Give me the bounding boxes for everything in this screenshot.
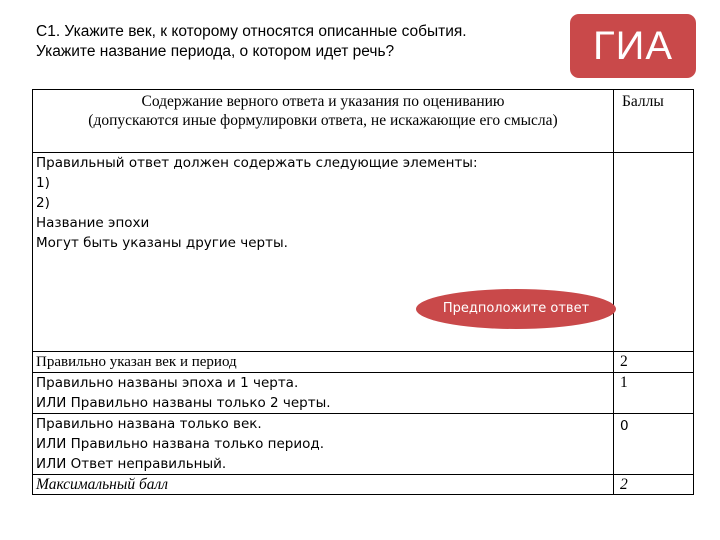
score-cell: 2 — [614, 352, 694, 373]
elements-line: Название эпохи — [36, 215, 150, 231]
question-text — [36, 22, 556, 62]
table-row — [33, 414, 694, 475]
guess-answer-button[interactable]: Предположите ответ — [416, 289, 616, 329]
elements-row — [33, 153, 694, 352]
header-score-cell: Баллы — [614, 90, 694, 153]
table-row — [33, 475, 694, 495]
criteria-line: ИЛИ Правильно названа только период. — [36, 436, 324, 452]
header-content-line-2: (допускаются иные формулировки ответа, не искажающие его смысла) — [88, 112, 558, 129]
question-line-1: C1. Укажите век, к которому относятся описанные события. — [36, 23, 467, 40]
criteria-line: Правильно указан век и период — [36, 354, 237, 370]
gia-badge: ГИА — [570, 14, 696, 78]
table-header-row — [33, 90, 694, 153]
elements-line: 1) — [36, 175, 50, 191]
table-row — [33, 352, 694, 373]
header-content-cell — [33, 90, 614, 153]
criteria-cell — [33, 352, 614, 373]
score-cell: 1 — [614, 373, 694, 414]
criteria-cell — [33, 373, 614, 414]
question-line-2: Укажите название периода, о котором идет речь? — [36, 43, 395, 60]
elements-line: Могут быть указаны другие черты. — [36, 235, 288, 251]
criteria-line: Правильно названы эпоха и 1 черта. — [36, 375, 299, 391]
criteria-cell — [33, 414, 614, 475]
table-row — [33, 373, 694, 414]
elements-score-cell — [614, 153, 694, 352]
elements-line: 2) — [36, 195, 50, 211]
elements-line: Правильный ответ должен содержать следующие элементы: — [36, 155, 478, 171]
score-cell: 2 — [614, 475, 694, 495]
criteria-line: ИЛИ Правильно названы только 2 черты. — [36, 395, 331, 411]
criteria-line: ИЛИ Ответ неправильный. — [36, 456, 227, 472]
criteria-line: Правильно названа только век. — [36, 416, 262, 432]
score-cell: 0 — [614, 414, 694, 475]
grading-table — [32, 89, 694, 495]
header-content-line-1: Содержание верного ответа и указания по оцениванию — [141, 93, 505, 110]
criteria-cell — [33, 475, 614, 495]
elements-cell — [33, 153, 614, 352]
criteria-line: Максимальный балл — [36, 476, 169, 493]
